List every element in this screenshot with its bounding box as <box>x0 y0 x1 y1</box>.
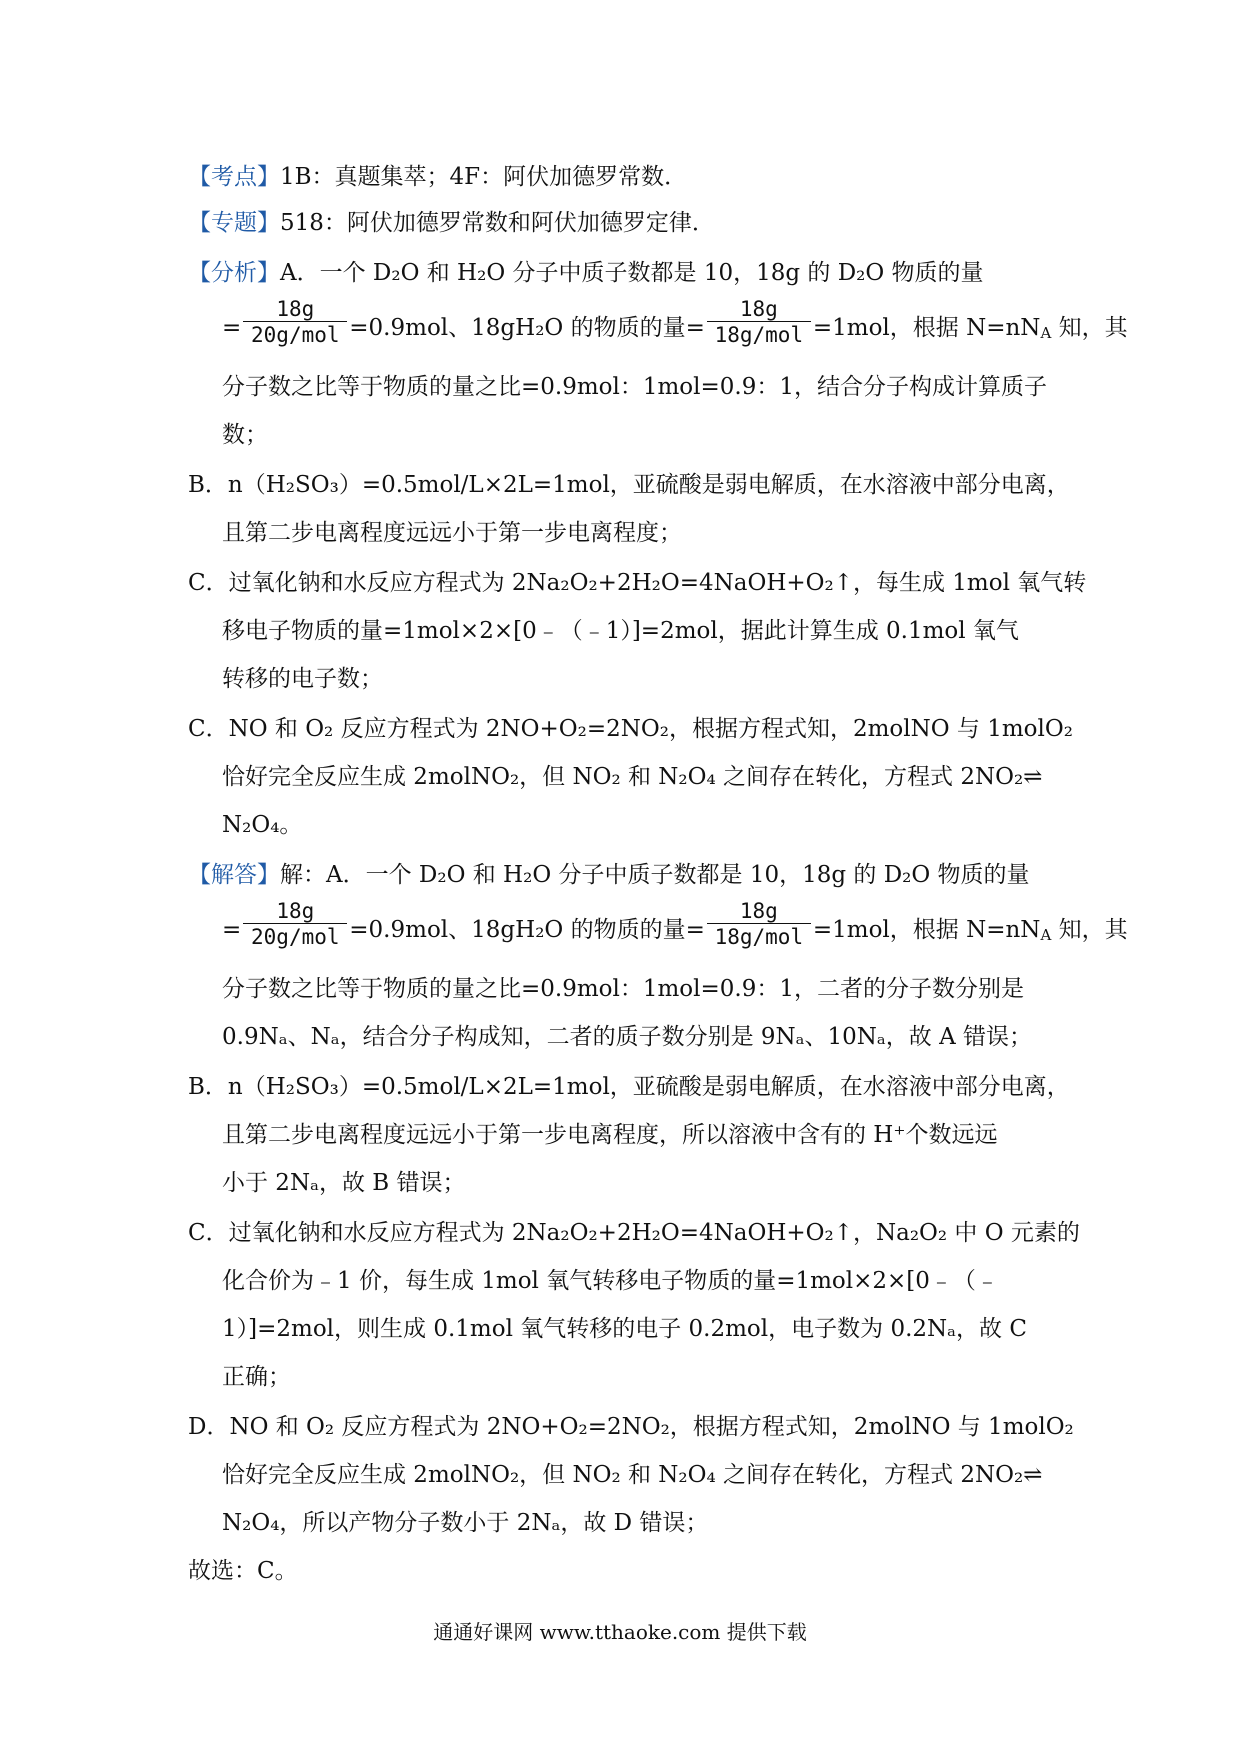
fenxi-label: 【分析】 <box>188 260 280 286</box>
fenxi-a-line1: A．一个 D₂O 和 H₂O 分子中质子数都是 10，18g 的 D₂O 物质的量 <box>280 260 984 286</box>
jieda-line-b3: 小于 2Nₐ，故 B 错误； <box>222 1170 466 1196</box>
fenxi-a-line2-end: 知，其 <box>1051 315 1128 341</box>
fenxi-line-c3: 转移的电子数； <box>222 666 383 692</box>
jieda-frac2-denominator: 18g/mol <box>714 924 804 949</box>
fenxi-fraction-2 <box>707 297 811 348</box>
jieda-conclusion: 故选：C。 <box>188 1558 298 1584</box>
jieda-frac1-numerator: 18g <box>243 899 347 924</box>
fenxi-line-a2 <box>222 298 1128 358</box>
jieda-frac1-denominator: 20g/mol <box>251 924 340 949</box>
kaodian-label: 【考点】 <box>188 164 280 190</box>
fenxi-line-d1: C．NO 和 O₂ 反应方程式为 2NO+O₂=2NO₂，根据方程式知，2molNO 与 1molO₂ <box>188 716 1073 742</box>
fenxi-frac1-numerator: 18g <box>243 297 347 322</box>
fenxi-a-line2-sub: A <box>1040 324 1052 342</box>
jieda-a-line2-sub: A <box>1040 926 1052 944</box>
jieda-frac2-numerator: 18g <box>707 899 811 924</box>
zhuanti-text: 518：阿伏加德罗常数和阿伏加德罗定律． <box>280 210 715 236</box>
fenxi-line-c2: 移电子物质的量=1mol×2×[0﹣（﹣1）]=2mol，据此计算生成 0.1mol 氧气 <box>222 618 1019 644</box>
jieda-line-b2: 且第二步电离程度远远小于第一步电离程度，所以溶液中含有的 H⁺个数远远 <box>222 1122 998 1148</box>
jieda-fraction-2 <box>707 899 811 950</box>
jieda-line-c2: 化合价为﹣1 价，每生成 1mol 氧气转移电子物质的量=1mol×2×[0﹣（﹣ <box>222 1268 999 1294</box>
fenxi-line-d3: N₂O₄。 <box>222 812 303 838</box>
fenxi-line-c1: C．过氧化钠和水反应方程式为 2Na₂O₂+2H₂O=4NaOH+O₂↑，每生成 1mol 氧气转 <box>188 570 1087 596</box>
jieda-line-c1: C．过氧化钠和水反应方程式为 2Na₂O₂+2H₂O=4NaOH+O₂↑，Na₂O₂ 中 O 元素的 <box>188 1220 1080 1246</box>
jieda-fraction-1 <box>243 899 347 950</box>
jieda-a-line2-pre: = <box>222 917 242 943</box>
fenxi-a-line2-post: =1mol，根据 N=nN <box>812 315 1041 341</box>
jieda-label: 【解答】 <box>188 862 280 888</box>
jieda-line-a4: 0.9Nₐ、Nₐ，结合分子构成知，二者的质子数分别是 9Nₐ、10Nₐ，故 A 错误； <box>222 1024 1033 1050</box>
jieda-line-c3: 1）]=2mol，则生成 0.1mol 氧气转移的电子 0.2mol，电子数为 0.2Nₐ，故 C <box>222 1316 1027 1342</box>
fenxi-line-a3: 分子数之比等于物质的量之比=0.9mol：1mol=0.9：1，结合分子构成计算质子 <box>222 374 1047 400</box>
zhuanti-line <box>188 206 715 240</box>
fenxi-line-d2: 恰好完全反应生成 2molNO₂，但 NO₂ 和 N₂O₄ 之间存在转化，方程式 2NO₂⇌ <box>222 764 1043 790</box>
fenxi-frac2-numerator: 18g <box>707 297 811 322</box>
jieda-a-line2-mid: =0.9mol、18gH₂O 的物质的量= <box>349 917 705 943</box>
fenxi-line-b2: 且第二步电离程度远远小于第一步电离程度； <box>222 520 682 546</box>
jieda-line-d2: 恰好完全反应生成 2molNO₂，但 NO₂ 和 N₂O₄ 之间存在转化，方程式 2NO₂⇌ <box>222 1462 1043 1488</box>
page-footer: 通通好课网 www.tthaoke.com 提供下载 <box>433 1620 807 1644</box>
jieda-line-d1: D．NO 和 O₂ 反应方程式为 2NO+O₂=2NO₂，根据方程式知，2molNO 与 1molO₂ <box>188 1414 1074 1440</box>
fenxi-frac2-denominator: 18g/mol <box>714 322 804 347</box>
jieda-line-c4: 正确； <box>222 1364 291 1390</box>
fenxi-frac1-denominator: 20g/mol <box>251 322 340 347</box>
jieda-a-line2-end: 知，其 <box>1051 917 1128 943</box>
fenxi-line-a4: 数； <box>222 422 268 448</box>
jieda-line-a2 <box>222 900 1128 960</box>
fenxi-fraction-1 <box>243 297 347 348</box>
jieda-line-b1: B．n（H₂SO₃）=0.5mol/L×2L=1mol，亚硫酸是弱电解质，在水溶液中部分电离， <box>188 1074 1070 1100</box>
zhuanti-label: 【专题】 <box>188 210 280 236</box>
jieda-line-d3: N₂O₄，所以产物分子数小于 2Nₐ，故 D 错误； <box>222 1510 709 1536</box>
fenxi-line-a1 <box>188 256 984 290</box>
jieda-line-a1 <box>188 858 1030 892</box>
kaodian-line <box>188 160 687 194</box>
jieda-line-a3: 分子数之比等于物质的量之比=0.9mol：1mol=0.9：1，二者的分子数分别是 <box>222 976 1024 1002</box>
fenxi-line-b1: B．n（H₂SO₃）=0.5mol/L×2L=1mol，亚硫酸是弱电解质，在水溶液中部分电离， <box>188 472 1070 498</box>
kaodian-text: 1B：真题集萃；4F：阿伏加德罗常数． <box>280 164 688 190</box>
fenxi-a-line2-pre: = <box>222 315 242 341</box>
fenxi-a-line2-mid: =0.9mol、18gH₂O 的物质的量= <box>349 315 705 341</box>
jieda-a-line1: 解：A．一个 D₂O 和 H₂O 分子中质子数都是 10，18g 的 D₂O 物质的量 <box>280 862 1030 888</box>
jieda-a-line2-post: =1mol，根据 N=nN <box>812 917 1041 943</box>
